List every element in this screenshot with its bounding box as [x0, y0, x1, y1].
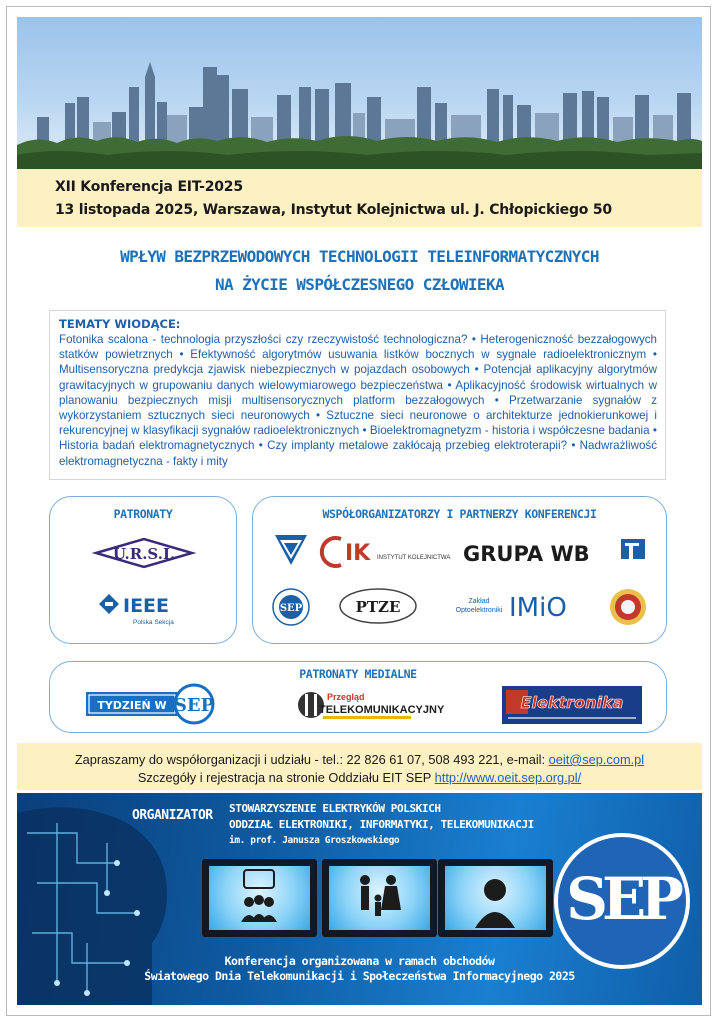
ursi-logo-text: U.R.S.I. — [112, 545, 176, 563]
przeglad-telekom-logo — [297, 686, 445, 724]
grupa-wb-text: GRUPA WB — [463, 542, 590, 566]
contact-line-2 — [17, 770, 702, 785]
skyline-illustration — [17, 17, 702, 169]
monitor-group-icon — [202, 859, 317, 937]
contact-text: Zapraszamy do współorganizacji i udziału - tel.: 22 826 61 07, 508 493 221, e-mail: — [74, 752, 549, 767]
organizer-name: STOWARZYSZENIE ELEKTRYKÓW POLSKICH — [229, 802, 441, 815]
ik-logo — [325, 535, 455, 567]
topics-text: Fotonika scalona - technologia przyszłości czy rzeczywistość technologiczna? • Heterogeniczność bezzałogowych statków powietrznych • Efektywność algorytmów usuwania listków bocznych w sygnale radioelektronicznym • Multisensoryczna predykcja zjawisk niebezpiecznych w pojazdach osobowych • Potencjał aplikacyjny algorytmów grawitacyjnych w grupowaniu danych wielowymiarowego bezpieczeństwa • Aplikacyjność środowisk wirtualnych w planowaniu bezpiecznych misji multisensorycznych platform bezzałogowych • Przetwarzanie sygnałów z wykorzystaniem sztucznych sieci neuronowych • Sztuczne sieci neuronowe o architekturze jednokierunkowej i rekurencyjnej w klasyfikacji sygnałów radioelektronicznych • Bioelektromagnetyzm - historia i współczesne badania • Historia badań elektromagnetycznych • Czy implanty metalowe zakłócają przebieg elektroterapii? • Nadwrażliwość elektromagnetyczna - fakty i mity — [59, 333, 657, 468]
topics-heading: TEMATY WIODĄCE: — [59, 317, 181, 331]
sep-organizer-logo — [554, 833, 690, 969]
bbj-emblem — [271, 531, 311, 569]
ik-logo-text: IK — [345, 541, 371, 566]
organizer-division: ODDZIAŁ ELEKTRONIKI, INFORMATYKI, TELEKOMUNIKACJI — [229, 818, 534, 831]
patronaty-title: PATRONATY — [113, 507, 173, 521]
elektronika-text: Elektronika — [520, 693, 624, 712]
grupa-wb-logo — [463, 537, 658, 567]
topics-box — [49, 310, 666, 480]
monitor-person-icon — [438, 859, 553, 937]
sep-seal — [271, 587, 311, 627]
imio-logo-text: IMiO — [509, 593, 567, 623]
partners-title: WSPÓŁORGANIZATORZY I PARTNERZY KONFERENCJI — [322, 507, 597, 521]
sep-logo-text: SEP — [566, 865, 678, 933]
tydzien-w-sep-logo — [86, 684, 216, 724]
ieee-sub-text: Polska Sekcja — [133, 619, 174, 626]
partners-box — [252, 496, 667, 644]
ursi-logo — [94, 537, 194, 569]
ieee-logo — [97, 592, 197, 628]
imio-small2: Optoelektroniki — [455, 607, 503, 614]
tydzien-sep-text: SEP — [173, 695, 215, 716]
patronaty-box — [49, 496, 237, 644]
contact-band — [17, 743, 702, 790]
svg-text:SEP: SEP — [279, 603, 303, 614]
organizer-patron: im. prof. Janusza Groszkowskiego — [229, 835, 400, 846]
tydzien-text: TYDZIEŃ W — [97, 699, 167, 712]
organizer-banner — [17, 793, 702, 1005]
elektronika-logo — [502, 686, 642, 724]
skyline-photo — [17, 17, 702, 169]
media-patrons-box — [49, 661, 667, 733]
conference-date-place: 13 listopada 2025, Warszawa, Instytut Kolejnictwa ul. J. Chłopickiego 50 — [55, 202, 612, 218]
main-title-line2: NA ŻYCIE WSPÓŁCZESNEGO CZŁOWIEKA — [214, 275, 505, 294]
pt-small-text: Przegląd — [327, 692, 365, 702]
imio-small1: Zakład — [468, 598, 490, 605]
university-emblem — [608, 587, 648, 627]
conference-info-band — [17, 169, 702, 227]
media-title: PATRONATY MEDIALNE — [299, 667, 417, 681]
main-title-line1: WPŁYW BEZPRZEWODOWYCH TECHNOLOGII TELEINFORMATYCZNYCH — [120, 247, 599, 266]
organizer-label: ORGANIZATOR — [132, 808, 213, 823]
registration-text: Szczegóły i rejestracja na stronie Oddziału EIT SEP — [137, 770, 435, 785]
monitor-family-icon — [322, 859, 437, 937]
conference-name: XII Konferencja EIT-2025 — [55, 179, 243, 195]
contact-line-1 — [17, 752, 702, 767]
imio-logo — [449, 589, 589, 623]
website-link[interactable]: http://www.oeit.sep.org.pl/ — [434, 770, 582, 785]
ptze-logo — [338, 587, 418, 625]
footer-line-2: Światowego Dnia Telekomunikacji i Społeczeństwa Informacyjnego 2025 — [144, 969, 575, 983]
ieee-logo-text: IEEE — [123, 595, 170, 617]
ptze-logo-text: PTZE — [355, 598, 401, 616]
footer-line-1: Konferencja organizowana w ramach obchodów — [224, 954, 495, 968]
email-link[interactable]: oeit@sep.com.pl — [548, 752, 645, 767]
pt-big-text: TELEKOMUNIKACYJNY — [319, 704, 445, 716]
ik-sub-text: INSTYTUT KOLEJNICTWA — [377, 555, 451, 561]
